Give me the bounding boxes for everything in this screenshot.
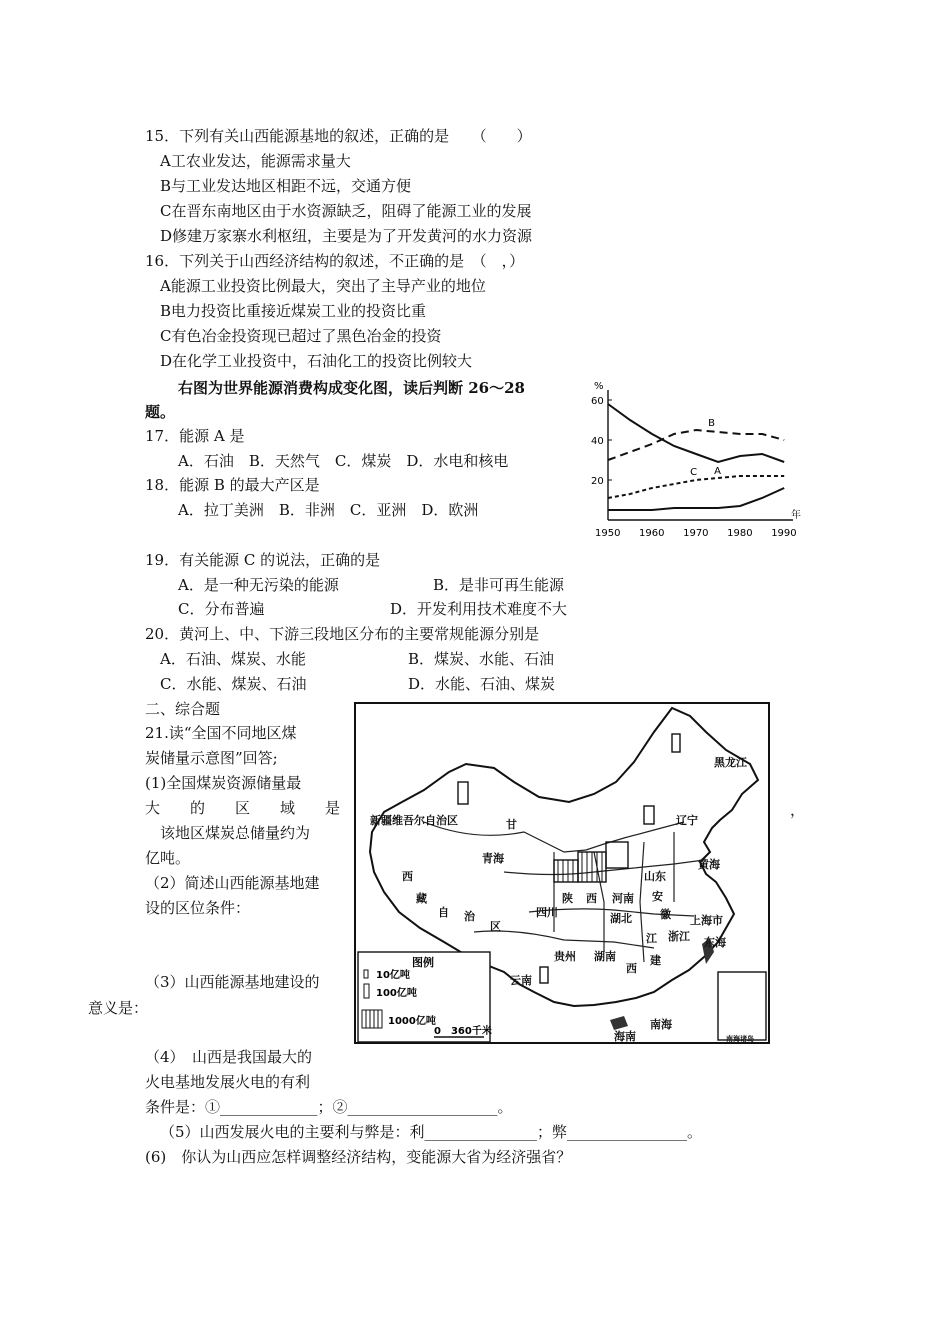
x-axis-label: 年 <box>791 510 801 521</box>
y-tick-label-60: 60 <box>591 396 604 407</box>
q16-option-a: A能源工业投资比例最大，突出了主导产业的地位 <box>160 277 486 295</box>
energy-consumption-chart <box>588 380 806 542</box>
q19-option-d: D．开发利用技术难度不大 <box>390 600 568 618</box>
map-legend <box>358 952 492 1042</box>
label-xi3: 西 <box>626 962 637 975</box>
label-donghai: 东海 <box>704 936 726 949</box>
q20-option-d: D．水能、石油、煤炭 <box>408 675 556 693</box>
q16-option-c: C有色冶金投资现已超过了黑色冶金的投资 <box>160 327 442 345</box>
label-guizhou: 贵州 <box>554 950 576 963</box>
q21-line9: （3）山西能源基地建设的 <box>145 973 320 991</box>
q18-stem: 18．能源 B 的最大产区是 <box>145 476 320 494</box>
label-gan: 甘 <box>506 818 517 831</box>
label-nanhai-islands: 南海诸岛 <box>726 1035 754 1043</box>
label-hubei: 湖北 <box>610 912 632 925</box>
legend-scale: 0 360千米 <box>434 1026 492 1037</box>
label-yunnan: 云南 <box>510 974 532 987</box>
y-axis-label: % <box>594 381 604 392</box>
q20-stem: 20．黄河上、中、下游三段地区分布的主要常规能源分别是 <box>145 625 540 643</box>
q15-option-b: B与工业发达地区相距不远，交通方便 <box>160 177 412 195</box>
legend-item-10: 10亿吨 <box>376 970 410 981</box>
y-tick-label-40: 40 <box>591 436 604 447</box>
label-zhejiang: 浙江 <box>668 930 690 943</box>
q16-option-b: B电力投资比重接近煤炭工业的投资比重 <box>160 302 427 320</box>
label-shanghai: 上海市 <box>690 914 723 927</box>
label-zang: 藏 <box>416 892 427 905</box>
intro-line1: 右图为世界能源消费构成变化图，读后判断 26～28 <box>178 379 525 397</box>
x-tick-label-1960: 1960 <box>639 528 665 539</box>
q21-line3: (1)全国煤炭资源储量最 <box>145 774 302 792</box>
q20-option-c: C．水能、煤炭、石油 <box>160 675 307 693</box>
q19-stem: 19．有关能源 C 的说法，正确的是 <box>145 551 381 569</box>
q17-options: A．石油 B．天然气 C．煤炭 D．水电和核电 <box>178 452 509 470</box>
y-tick-label-20: 20 <box>591 476 604 487</box>
q21-line2: 炭储量示意图”回答; <box>145 749 278 767</box>
q21-line5: 该地区煤炭总储量约为 <box>145 824 311 842</box>
legend-item-1000: 1000亿吨 <box>388 1016 436 1027</box>
legend-title: 图例 <box>412 956 434 969</box>
label-henan: 河南 <box>612 892 634 905</box>
intro-line2: 题。 <box>145 403 176 421</box>
x-tick-label-1980: 1980 <box>727 528 753 539</box>
q21-line12: 火电基地发展火电的有利 <box>145 1073 311 1091</box>
q15-option-a: A工农业发达，能源需求量大 <box>160 152 351 170</box>
series-label-B: B <box>708 418 715 429</box>
label-xi: 西 <box>402 870 413 883</box>
q21-line15: (6) 你认为山西应怎样调整经济结构，变能源大省为经济强省？ <box>145 1148 572 1166</box>
q18-options: A．拉丁美洲 B．非洲 C．亚洲 D．欧洲 <box>178 501 479 519</box>
label-jian: 建 <box>650 954 661 967</box>
label-hui: 徽 <box>660 908 671 921</box>
q21-line4-comma: ， <box>790 801 806 819</box>
q19-option-a: A．是一种无污染的能源 <box>178 576 339 594</box>
q21-line14: （5）山西发展火电的主要利与弊是：利_______________；弊________________。 <box>160 1123 703 1141</box>
label-qinghai: 青海 <box>482 852 504 865</box>
label-an: 安 <box>652 890 663 903</box>
q21-line1: 21.读“全国不同地区煤 <box>145 724 297 742</box>
q16-option-d: D在化学工业投资中，石油化工的投资比例较大 <box>160 352 473 370</box>
label-sichuan: 四川 <box>536 906 558 919</box>
q21-line8: 设的区位条件： <box>145 899 251 917</box>
q19-option-b: B．是非可再生能源 <box>433 576 565 594</box>
series-label-C: C <box>690 467 698 478</box>
china-coal-map <box>354 702 770 1046</box>
label-shan: 陕 <box>562 892 573 905</box>
q21-line4: 大 的 区 域 是 <box>145 799 341 817</box>
label-heilongjiang: 黑龙江 <box>714 756 747 769</box>
q17-stem: 17．能源 A 是 <box>145 427 245 445</box>
label-xinjiang: 新疆维吾尔自治区 <box>370 814 458 827</box>
q21-line11: （4） 山西是我国最大的 <box>145 1048 313 1066</box>
series-label-A: A <box>714 466 721 477</box>
x-tick-label-1950: 1950 <box>595 528 621 539</box>
label-jiang: 江 <box>646 932 657 945</box>
q19-option-c: C．分布普遍 <box>178 600 265 618</box>
x-tick-label-1990: 1990 <box>771 528 797 539</box>
label-huanghai: 黄海 <box>698 858 720 871</box>
q21-line10: 意义是： <box>88 999 149 1017</box>
q15-option-c: C在晋东南地区由于水资源缺乏，阻碍了能源工业的发展 <box>160 202 532 220</box>
label-nanhai: 南海 <box>650 1018 672 1031</box>
label-shandong: 山东 <box>644 870 666 883</box>
q15-option-d: D修建万家寨水利枢纽，主要是为了开发黄河的水力资源 <box>160 227 533 245</box>
section-title: 二、综合题 <box>145 700 221 718</box>
q21-line7: （2）简述山西能源基地建 <box>145 874 320 892</box>
label-zhi: 治 <box>464 910 475 923</box>
q16-stem: 16．下列关于山西经济结构的叙述，不正确的是 （ ，） <box>145 252 525 270</box>
label-xi2: 西 <box>586 892 597 905</box>
label-qu: 区 <box>490 920 501 933</box>
x-tick-label-1970: 1970 <box>683 528 709 539</box>
label-zi: 自 <box>438 906 449 919</box>
q15-stem: 15．下列有关山西能源基地的叙述，正确的是 （ ） <box>145 127 532 145</box>
legend-item-100: 100亿吨 <box>376 988 417 999</box>
label-hainan: 海南 <box>614 1030 636 1043</box>
q21-line13: 条件是：①_____________；②____________________。 <box>145 1098 513 1116</box>
chart-background <box>588 380 806 542</box>
q20-option-b: B．煤炭、水能、石油 <box>408 650 555 668</box>
q21-line6: 亿吨。 <box>145 849 191 867</box>
label-hunan: 湖南 <box>594 950 616 963</box>
label-liaoning: 辽宁 <box>676 814 698 827</box>
q20-option-a: A．石油、煤炭、水能 <box>160 650 306 668</box>
